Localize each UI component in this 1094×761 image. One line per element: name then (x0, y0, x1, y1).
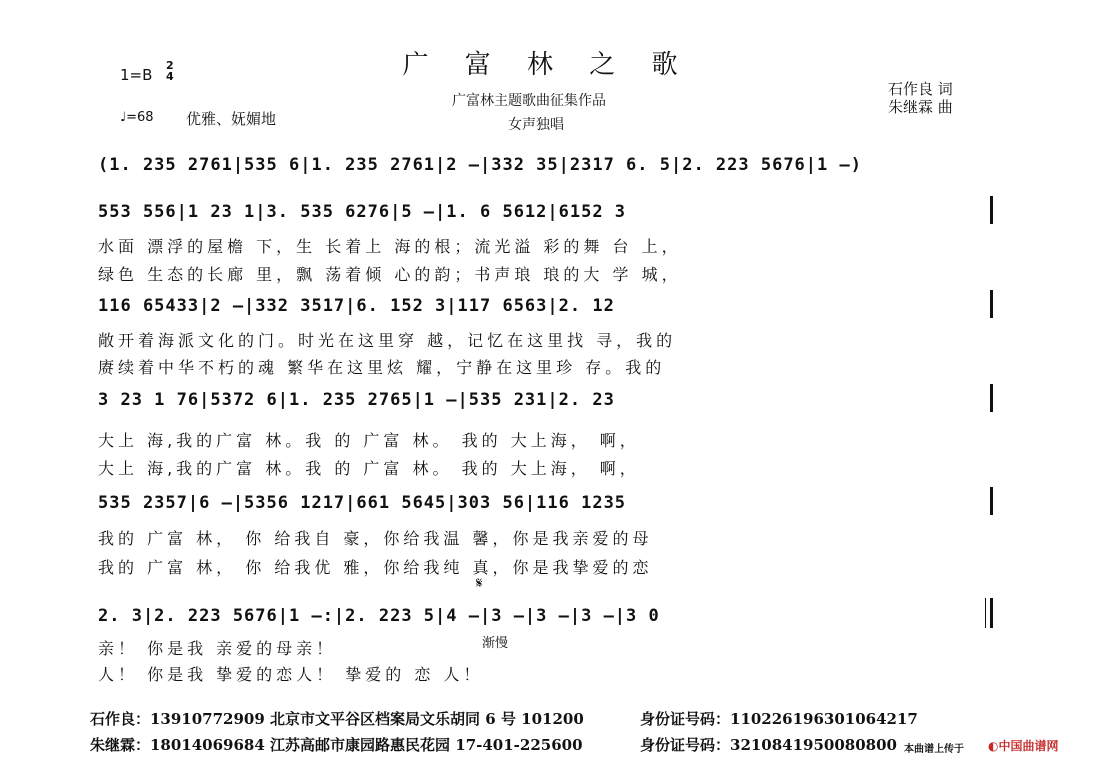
contact-lyricist: 石作良：13910772909 北京市文平谷区档案局文乐胡同 6 号 101200 (90, 710, 584, 728)
contact-composer: 朱继霖：18014069684 江苏高邮市康园路惠民花园 17-401-225600 (90, 736, 583, 754)
barline (990, 290, 993, 318)
lyrics-row-6-verse-1: 亲！ 你是我 亲爱的母亲！ (98, 639, 337, 658)
key-signature: 1=B (120, 66, 153, 84)
time-signature-top: 2 (166, 59, 174, 72)
score-row-4: 3 23 1 76|5372 6|1. 235 2765|1 –|535 231|2. 23 (98, 390, 615, 410)
composer-credit: 朱继霖 曲 (888, 98, 953, 116)
id-lyricist: 身份证号码：110226196301064217 (640, 710, 918, 728)
site-logo (988, 737, 1059, 754)
expression-marking: 优雅、妩媚地 (186, 110, 277, 128)
lyrics-row-2-verse-2: 绿色 生态的长廊 里，飘 荡着倾 心的韵；书声琅 琅的大 学 城， (98, 265, 682, 284)
lyrics-row-2-verse-1: 水面 漂浮的屋檐 下，生 长着上 海的根；流光溢 彩的舞 台 上， (98, 237, 682, 256)
barline (990, 196, 993, 224)
segno-sign: 𝄋 (476, 574, 483, 592)
final-barline-thin (985, 598, 986, 628)
score-row-3: 116 65433|2 –|332 3517|6. 152 3|117 6563|2. 12 (98, 296, 615, 316)
lyricist-credit: 石作良 词 (888, 80, 953, 98)
lyrics-row-4-verse-2: 大上 海,我的广富 林。我 的 广富 林。 我的 大上海， 啊， (98, 459, 640, 478)
score-row-2: 553 556|1 23 1|3. 535 6276|5 –|1. 6 5612|6152 3 (98, 202, 627, 222)
time-signature (166, 60, 174, 82)
score-row-6: 2. 3|2. 223 5676|1 –:|2. 223 5|4 –|3 –|3 –|3 –|3 0 (98, 606, 660, 626)
lyrics-row-5-verse-2: 我的 广富 林， 你 给我优 雅，你给我纯 真，你是我挚爱的恋 (98, 558, 653, 577)
barline (990, 487, 993, 515)
barline (990, 384, 993, 412)
time-signature-bottom: 4 (166, 70, 174, 83)
logo-icon: ◐ (988, 739, 999, 753)
page-title: 广 富 林 之 歌 (402, 50, 692, 80)
lyrics-row-4-verse-1: 大上 海,我的广富 林。我 的 广富 林。 我的 大上海， 啊， (98, 431, 640, 450)
performance-type: 女声独唱 (508, 117, 564, 133)
lyrics-row-3-verse-1: 敞开着海派文化的门。时光在这里穿 越，记忆在这里找 寻，我的 (98, 331, 677, 350)
score-row-1: (1. 235 2761|535 6|1. 235 2761|2 –|332 35|2317 6. 5|2. 223 5676|1 –) (98, 155, 862, 175)
subtitle: 广富林主题歌曲征集作品 (452, 93, 606, 109)
lyrics-row-5-verse-1: 我的 广富 林， 你 给我自 豪，你给我温 馨，你是我亲爱的母 (98, 529, 653, 548)
final-barline (990, 598, 993, 628)
lyrics-row-3-verse-2: 赓续着中华不朽的魂 繁华在这里炫 耀，宁静在这里珍 存。我的 (98, 358, 666, 377)
lyrics-row-6-verse-2: 人！ 你是我 挚爱的恋人！ 挚爱的 恋 人！ (98, 665, 484, 684)
tempo-marking: ♩=68 (120, 110, 154, 125)
score-row-5: 535 2357|6 –|5356 1217|661 5645|303 56|116 1235 (98, 493, 627, 513)
site-name: 中国曲谱网 (998, 739, 1059, 753)
upload-note: 本曲谱上传于 (904, 744, 964, 755)
ritardando-marking: 渐慢 (482, 636, 509, 651)
id-composer: 身份证号码：3210841950080800 (640, 736, 897, 754)
